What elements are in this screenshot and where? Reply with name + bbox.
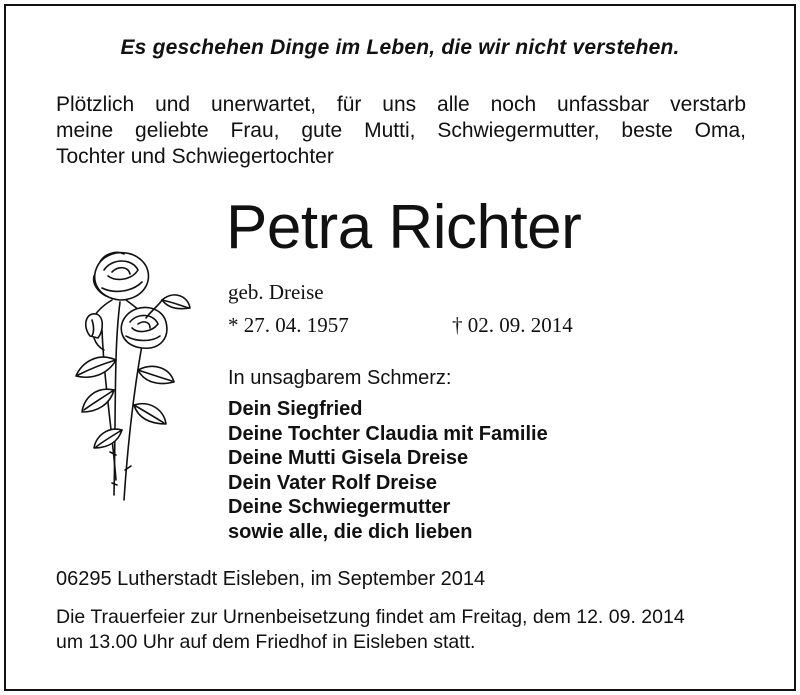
motto: Es geschehen Dinge im Leben, die wir nicht verstehen. (120, 36, 680, 59)
mourner: Deine Schwiegermutter (228, 496, 451, 519)
mourner: Dein Siegfried (228, 398, 363, 420)
maiden-name: geb. Dreise (228, 280, 324, 304)
mourner: Dein Vater Rolf Dreise (228, 471, 437, 494)
grief-heading: In unsagbarem Schmerz: (228, 367, 452, 389)
intro-line: Plötzlich und unerwartet, für uns alle noch unfassbar verstarb (56, 93, 746, 116)
deceased-name: Petra Richter (226, 193, 582, 262)
intro-line: Tochter und Schwiegertochter (56, 145, 334, 168)
mourners-list (228, 397, 548, 545)
mourner: sowie alle, die dich lieben (228, 520, 473, 543)
death-date: † 02. 09. 2014 (452, 313, 573, 337)
ceremony-text (56, 605, 756, 655)
mourner: Deine Tochter Claudia mit Familie (228, 422, 548, 445)
mourner: Deine Mutti Gisela Dreise (228, 447, 469, 470)
place-date: 06295 Lutherstadt Eisleben, im September 2014 (56, 568, 486, 590)
ceremony-line: um 13.00 Uhr auf dem Friedhof in Eisleben statt. (56, 631, 476, 653)
birth-date: * 27. 04. 1957 (228, 313, 349, 337)
ceremony-line: Die Trauerfeier zur Urnenbeisetzung findet am Freitag, dem 12. 09. 2014 (56, 606, 685, 628)
rose-illustration (42, 240, 202, 510)
intro-line: meine geliebte Frau, gute Mutti, Schwiegermutter, beste Oma, (56, 119, 746, 142)
intro-text (56, 92, 746, 170)
